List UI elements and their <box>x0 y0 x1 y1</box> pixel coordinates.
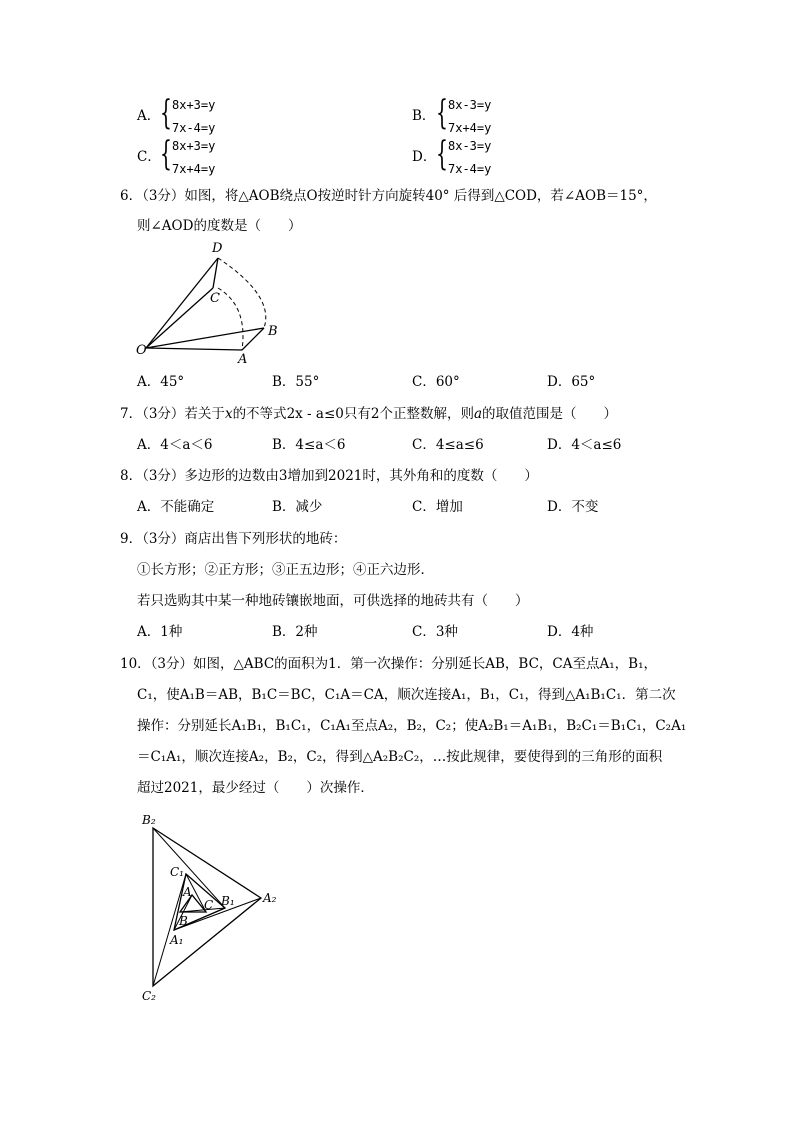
q10-label-c: C <box>204 898 214 912</box>
q8-option-a: A．不能确定 <box>137 499 215 515</box>
q10-line5: 超过2021，最少经过（ ）次操作． <box>137 780 374 796</box>
q8-stem: 8．（3分）多边形的边数由3增加到2021时，其外角和的度数（ ） <box>120 468 538 484</box>
q7-option-d: D．4＜a≤6 <box>547 437 622 453</box>
q5-option-b-eq2: 7x+4=y <box>448 121 492 135</box>
q6-arc-inner <box>218 288 243 350</box>
q9-option-b: B．2种 <box>272 624 318 640</box>
q10-label-b1: B₁ <box>221 894 235 908</box>
q7-stem-mid2: 只有2个正整数解，则 <box>343 406 474 422</box>
q5-option-c-label: C． <box>137 149 161 165</box>
q5-option-b-eq1: 8x-3=y <box>448 98 492 112</box>
q6-label-d: D <box>212 241 223 256</box>
q7-inequality: 2x - a≤0 <box>286 406 344 422</box>
q9-stem-line1: 9．（3分）商店出售下列形状的地砖： <box>120 531 347 547</box>
q6-line-od <box>146 258 218 348</box>
q9-stem-line3: 若只选购其中某一种地砖镶嵌地面，可供选择的地砖共有（ ） <box>137 593 529 609</box>
q5-option-d-eq2: 7x-4=y <box>448 162 492 176</box>
q5-option-d-brace: { <box>436 134 448 174</box>
q6-label-b: B <box>268 324 278 339</box>
q7-var-a: a <box>473 406 483 422</box>
q9-option-c: C．3种 <box>412 624 458 640</box>
q7-stem-post: 的取值范围是（ ） <box>482 406 618 422</box>
q8-option-d: D．不变 <box>547 499 599 515</box>
q7-stem <box>120 406 617 422</box>
q7-stem-mid1: 的不等式 <box>232 406 287 422</box>
q6-label-o: O <box>136 343 147 358</box>
q6-stem-line2: 则∠AOD的度数是（ ） <box>137 218 302 234</box>
q6-figure <box>130 236 290 368</box>
q7-stem-pre: 7．（3分）若关于 <box>120 406 225 422</box>
q5-option-b-brace: { <box>436 93 448 133</box>
q6-option-c: C．60° <box>412 374 460 390</box>
q7-var-x: x <box>224 406 233 422</box>
q6-line-oa <box>146 348 242 350</box>
q10-line4: ＝C₁A₁，顺次连接A₂，B₂，C₂，得到△A₂B₂C₂，…按此规律，要使得到的三角形的面积 <box>137 749 663 765</box>
q7-option-c: C．4≤a≤6 <box>412 437 484 453</box>
q5-option-c-eq2: 7x+4=y <box>172 162 216 176</box>
q5-option-c-brace: { <box>160 134 172 174</box>
q10-ext-c1a1 <box>153 874 186 986</box>
q9-option-d: D．4种 <box>547 624 594 640</box>
q7-option-b: B．4≤a＜6 <box>272 437 346 453</box>
q6-label-c: C <box>210 291 220 306</box>
q10-label-c1: C₁ <box>170 865 184 879</box>
q7-option-a: A．4＜a＜6 <box>137 437 213 453</box>
q6-option-b: B．55° <box>272 374 320 390</box>
q5-option-a-brace: { <box>160 93 172 133</box>
q5-option-a-label: A． <box>137 108 161 124</box>
q6-option-d: D．65° <box>547 374 596 390</box>
q10-label-c2: C₂ <box>142 989 156 1003</box>
q10-label-a2: A₂ <box>263 891 277 905</box>
q5-option-a-eq1: 8x+3=y <box>172 98 216 112</box>
q10-label-a1: A₁ <box>170 933 184 947</box>
q5-option-d-label: D． <box>412 149 437 165</box>
q10-figure <box>136 808 296 1008</box>
q10-label-b2: B₂ <box>142 813 156 827</box>
q6-option-a: A．45° <box>137 374 185 390</box>
q10-label-a: A <box>183 885 192 899</box>
q8-option-c: C．增加 <box>412 499 463 515</box>
q6-stem-line1: 6．（3分）如图，将△AOB绕点O按逆时针方向旋转40° 后得到△COD，若∠AOB＝15°， <box>120 188 657 204</box>
q10-label-b: B <box>179 914 188 928</box>
q10-line1: 10．（3分）如图，△ABC的面积为1．第一次操作：分别延长AB，BC，CA至点A₁，B₁， <box>120 656 657 672</box>
q6-label-a: A <box>238 352 248 367</box>
q5-option-b-label: B． <box>412 108 436 124</box>
q8-option-b: B．减少 <box>272 499 323 515</box>
q9-stem-line2: ①长方形；②正方形；③正五边形；④正六边形． <box>137 562 434 578</box>
q5-option-d-eq1: 8x-3=y <box>448 139 492 153</box>
q5-option-a-eq2: 7x-4=y <box>172 121 216 135</box>
q5-option-c-eq1: 8x+3=y <box>172 139 216 153</box>
q10-line2: C₁，使A₁B＝AB，B₁C＝BC，C₁A＝CA，顺次连接A₁，B₁，C₁，得到△A₁B₁C₁．第二次 <box>137 687 676 703</box>
q9-option-a: A．1种 <box>137 624 183 640</box>
q10-line3: 操作：分别延长A₁B₁，B₁C₁，C₁A₁至点A₂，B₂，C₂；使A₂B₁＝A₁B₁，B₂C₁＝B₁C₁，C₂A₁ <box>137 718 687 734</box>
